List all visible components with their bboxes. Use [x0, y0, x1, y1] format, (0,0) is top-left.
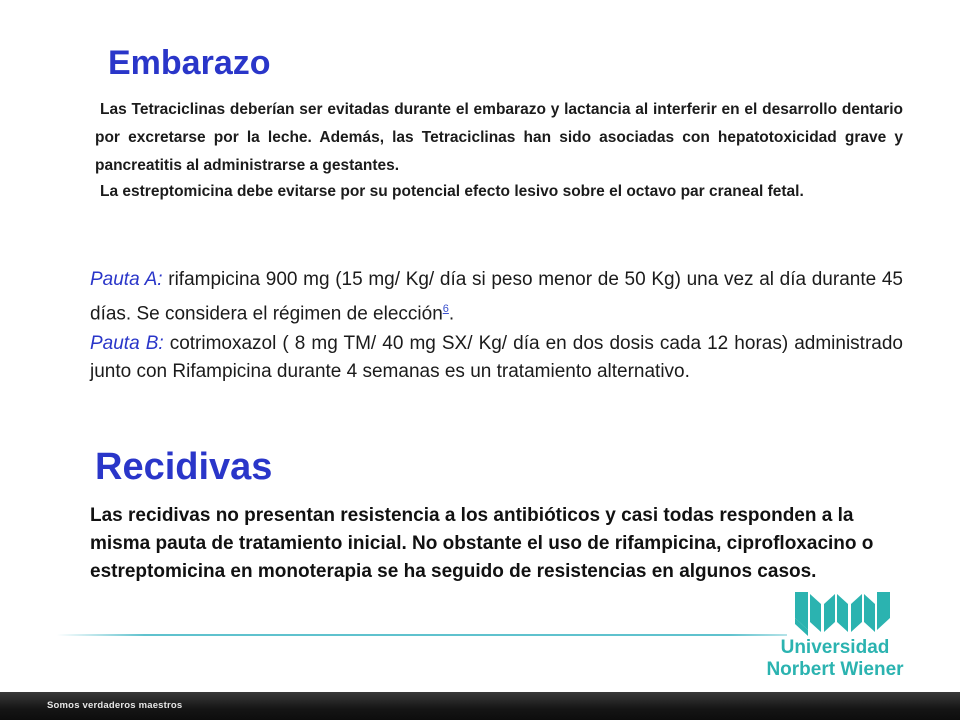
- reference-link-6[interactable]: 6: [442, 303, 449, 315]
- heading-recidivas: Recidivas: [95, 446, 273, 488]
- paragraph-pauta-a: [90, 266, 903, 328]
- pauta-a-end: .: [448, 303, 455, 325]
- pauta-b-label: Pauta B:: [90, 333, 164, 354]
- heading-embarazo: Embarazo: [108, 44, 271, 82]
- pauta-a-label: Pauta A:: [90, 269, 163, 290]
- paragraph-recidivas: Las recidivas no presentan resistencia a los antibióticos y casi todas responden a la misma pauta de tratamiento inicial. No obstante el uso de rifampicina, ciprofloxacino o estreptomicina en monoterapia se ha seguido de resistencias en algunos casos.: [90, 505, 874, 582]
- footer-bar: [0, 692, 960, 720]
- logo-line-2: Norbert Wiener: [766, 659, 904, 680]
- divider-line: [57, 634, 787, 636]
- logo-line-1: Universidad: [780, 637, 890, 658]
- footer-text: Somos verdaderos maestros: [47, 700, 183, 711]
- pauta-b-text: cotrimoxazol ( 8 mg TM/ 40 mg SX/ Kg/ día en dos dosis cada 12 horas) administrado junto con Rifampicina durante 4 semanas es un tratamiento alternativo.: [90, 333, 903, 382]
- pauta-a-text: rifampicina 900 mg (15 mg/ Kg/ día si peso menor de 50 Kg) una vez al día durante 45 días. Se considera el régimen de elección: [90, 269, 903, 325]
- paragraph-estreptomicina: La estreptomicina debe evitarse por su potencial efecto lesivo sobre el octavo par craneal fetal.: [100, 183, 804, 200]
- paragraph-pauta-b: [90, 330, 903, 386]
- paragraph-tetraciclinas: Las Tetraciclinas deberían ser evitadas durante el embarazo y lactancia al interferir en el desarrollo dentario por excretarse por la leche. Además, las Tetraciclinas han sido asociadas con hepatotoxicidad grave y pancreatitis al administrarse a gestantes.: [95, 101, 903, 174]
